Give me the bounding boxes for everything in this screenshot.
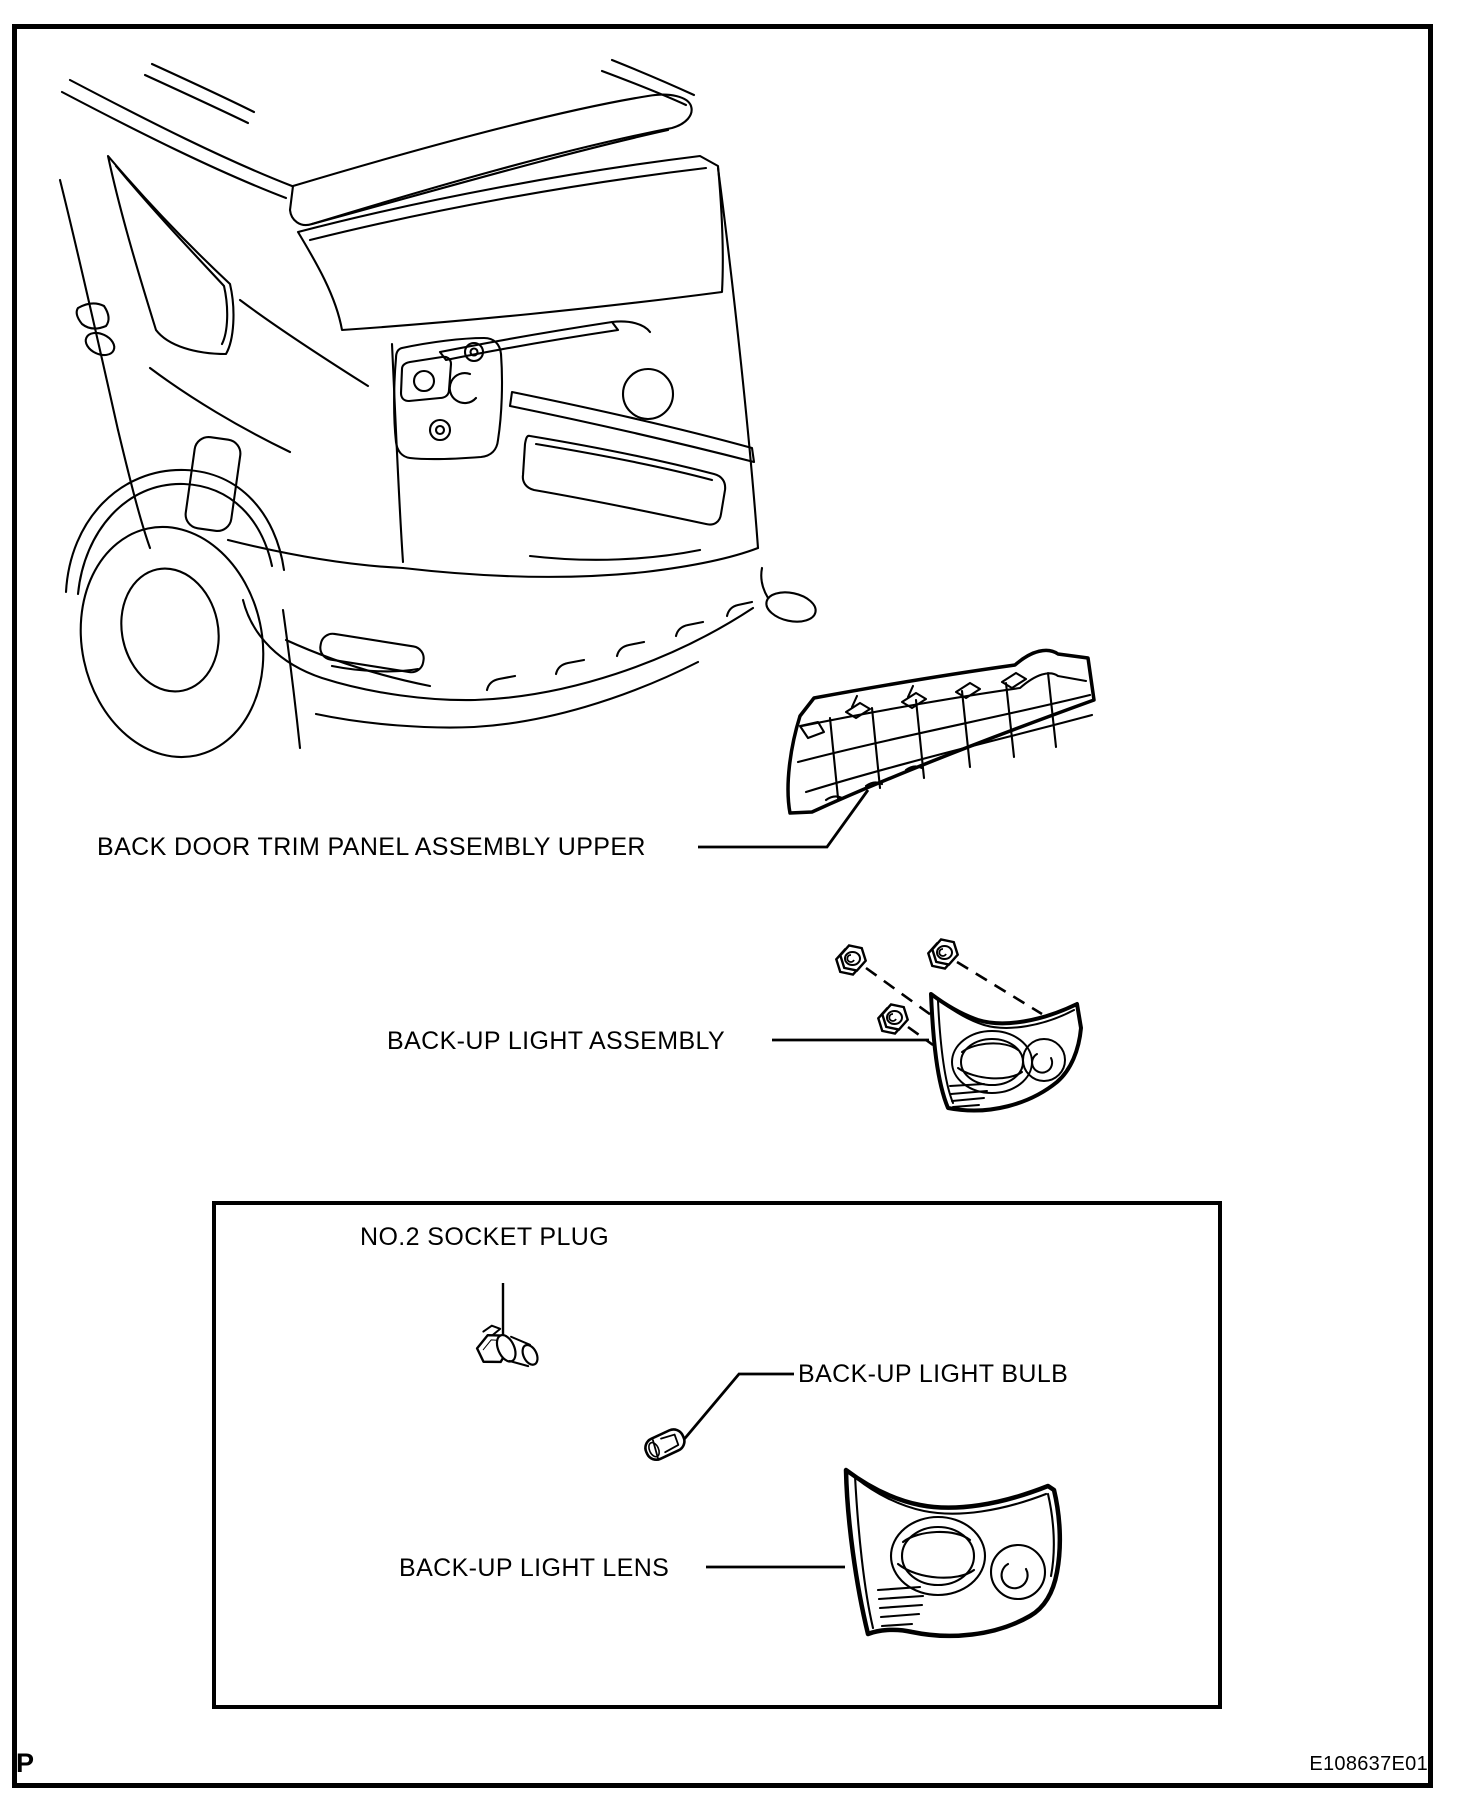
car-rear-illustration [60,60,819,774]
callout-trim-panel: BACK DOOR TRIM PANEL ASSEMBLY UPPER [97,833,646,861]
callout-backup-light-assembly: BACK-UP LIGHT ASSEMBLY [387,1027,726,1055]
page-marker: P [16,1748,35,1778]
callout-backup-light-lens: BACK-UP LIGHT LENS [399,1554,670,1582]
leader-line-bulb [681,1374,794,1443]
nut-icon [876,1003,910,1035]
figure-code: E108637E01 [1309,1753,1428,1775]
callout-socket-plug: NO.2 SOCKET PLUG [360,1223,610,1251]
backup-light-assembly-illustration [931,994,1081,1110]
socket-plug-illustration [475,1321,541,1372]
nut-icon [834,944,868,976]
trim-panel-illustration [788,650,1094,813]
backup-light-lens-illustration [846,1470,1060,1636]
bulb-illustration [642,1426,688,1463]
callout-backup-light-bulb: BACK-UP LIGHT BULB [798,1360,1069,1388]
nut-icon [926,938,960,970]
